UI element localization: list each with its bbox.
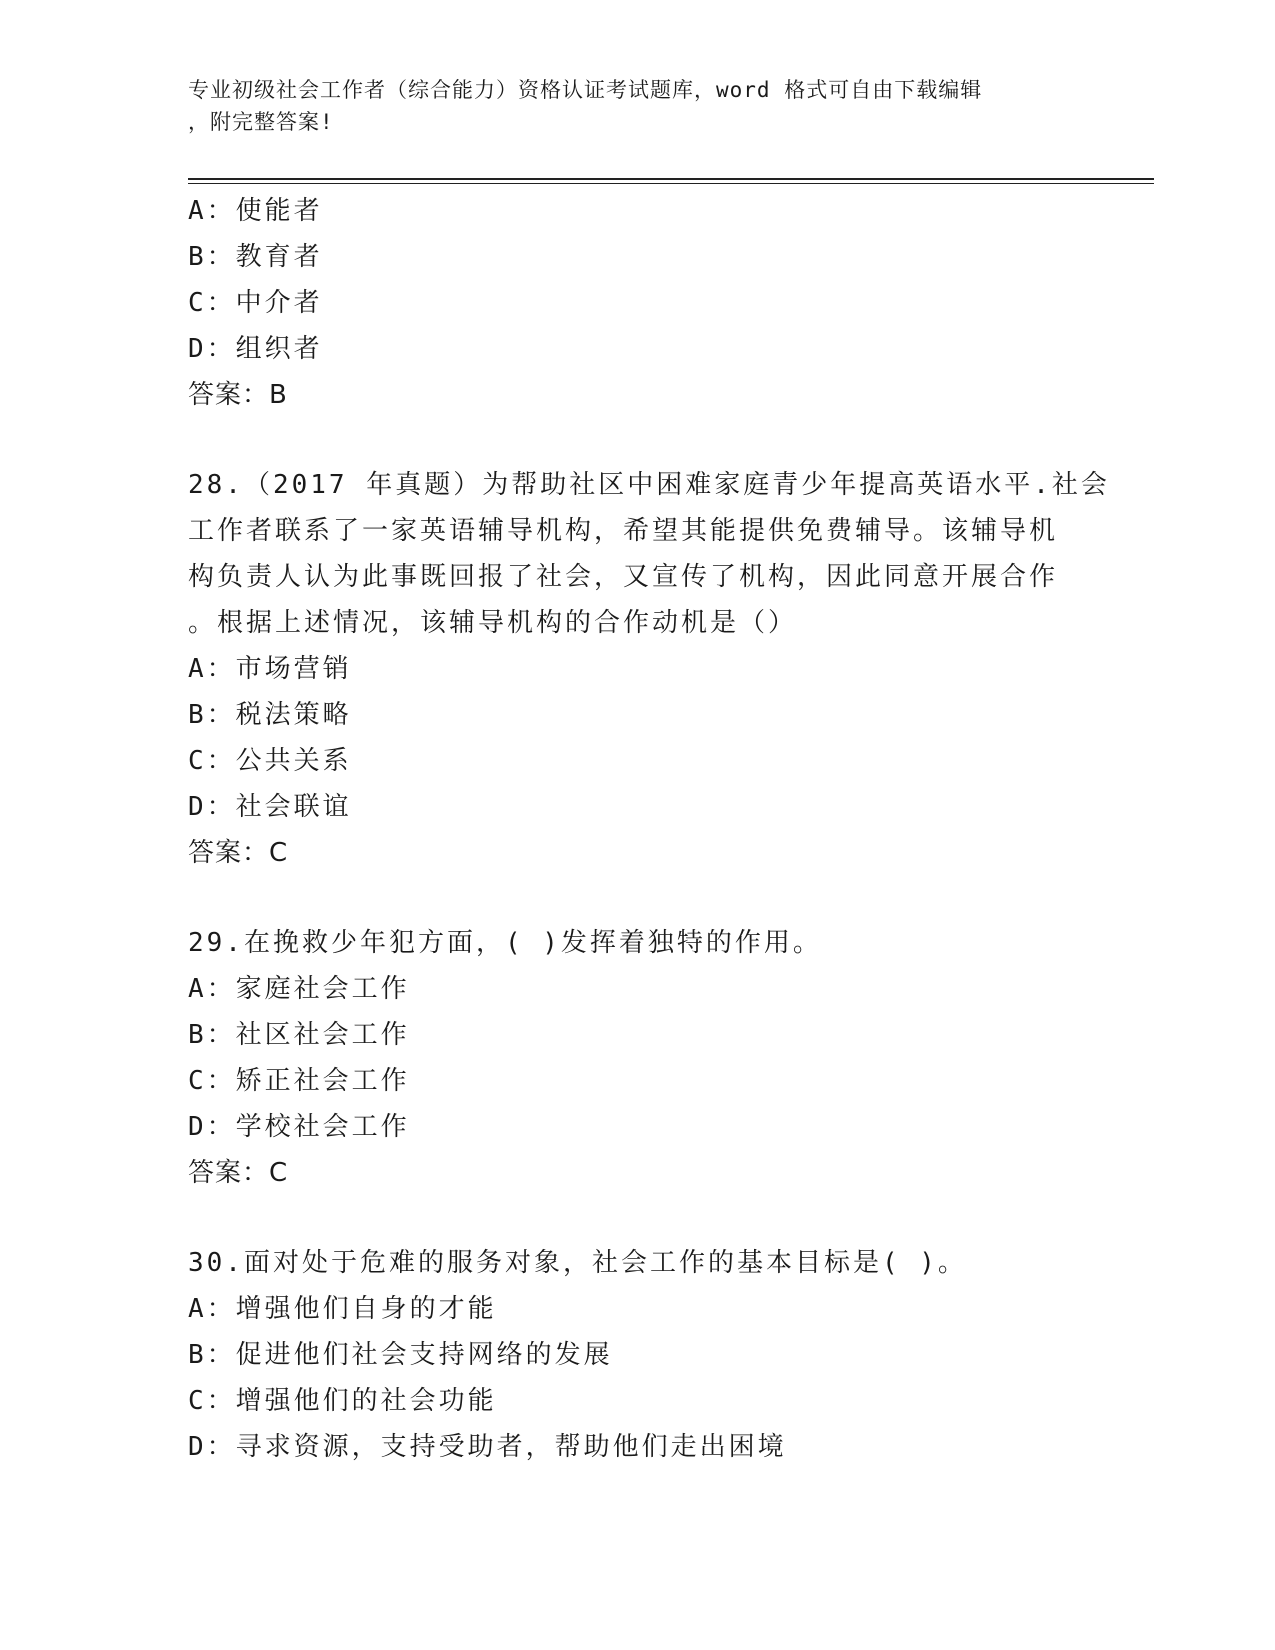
spacer xyxy=(188,1196,1088,1240)
header-divider-thin xyxy=(188,183,1154,184)
question-text-line: 30.面对处于危难的服务对象，社会工作的基本目标是( )。 xyxy=(188,1248,967,1278)
option-a: A：增强他们自身的才能 xyxy=(188,1294,497,1324)
option-b: B：税法策略 xyxy=(188,700,352,730)
header-line-1: 专业初级社会工作者（综合能力）资格认证考试题库，word 格式可自由下载编辑 xyxy=(188,78,983,102)
question-30 xyxy=(188,1240,1088,1470)
option-a: A：使能者 xyxy=(188,196,323,226)
question-text-line: 。根据上述情况，该辅导机构的合作动机是（） xyxy=(188,608,798,638)
header-line-2: ，附完整答案! xyxy=(188,110,334,134)
spacer xyxy=(188,876,1088,920)
answer-line: 答案：C xyxy=(188,1158,289,1188)
spacer xyxy=(188,418,1088,462)
answer-line: 答案：C xyxy=(188,838,289,868)
question-list xyxy=(188,188,1110,1470)
option-c: C：中介者 xyxy=(188,288,323,318)
option-d: D：寻求资源，支持受助者，帮助他们走出困境 xyxy=(188,1432,787,1462)
question-text-line: 构负责人认为此事既回报了社会，又宣传了机构，因此同意开展合作 xyxy=(188,562,1059,592)
option-d: D：社会联谊 xyxy=(188,792,352,822)
answer-line: 答案：B xyxy=(188,380,288,410)
option-b: B：促进他们社会支持网络的发展 xyxy=(188,1340,613,1370)
option-d: D：组织者 xyxy=(188,334,323,364)
option-c: C：增强他们的社会功能 xyxy=(188,1386,497,1416)
question-27-tail xyxy=(188,188,1088,418)
option-d: D：学校社会工作 xyxy=(188,1112,410,1142)
option-c: C：矫正社会工作 xyxy=(188,1066,410,1096)
option-c: C：公共关系 xyxy=(188,746,352,776)
option-b: B：社区社会工作 xyxy=(188,1020,410,1050)
question-28 xyxy=(188,462,1110,876)
option-a: A：家庭社会工作 xyxy=(188,974,410,1004)
question-text-line: 工作者联系了一家英语辅导机构，希望其能提供免费辅导。该辅导机 xyxy=(188,516,1059,546)
question-text-line: 29.在挽救少年犯方面，( )发挥着独特的作用。 xyxy=(188,928,822,958)
header-divider-thick xyxy=(188,178,1154,180)
document-header xyxy=(188,74,1068,138)
question-text-line: 28.（2017 年真题）为帮助社区中困难家庭青少年提高英语水平.社会 xyxy=(188,470,1110,500)
option-a: A：市场营销 xyxy=(188,654,352,684)
option-b: B：教育者 xyxy=(188,242,323,272)
question-29 xyxy=(188,920,1088,1196)
